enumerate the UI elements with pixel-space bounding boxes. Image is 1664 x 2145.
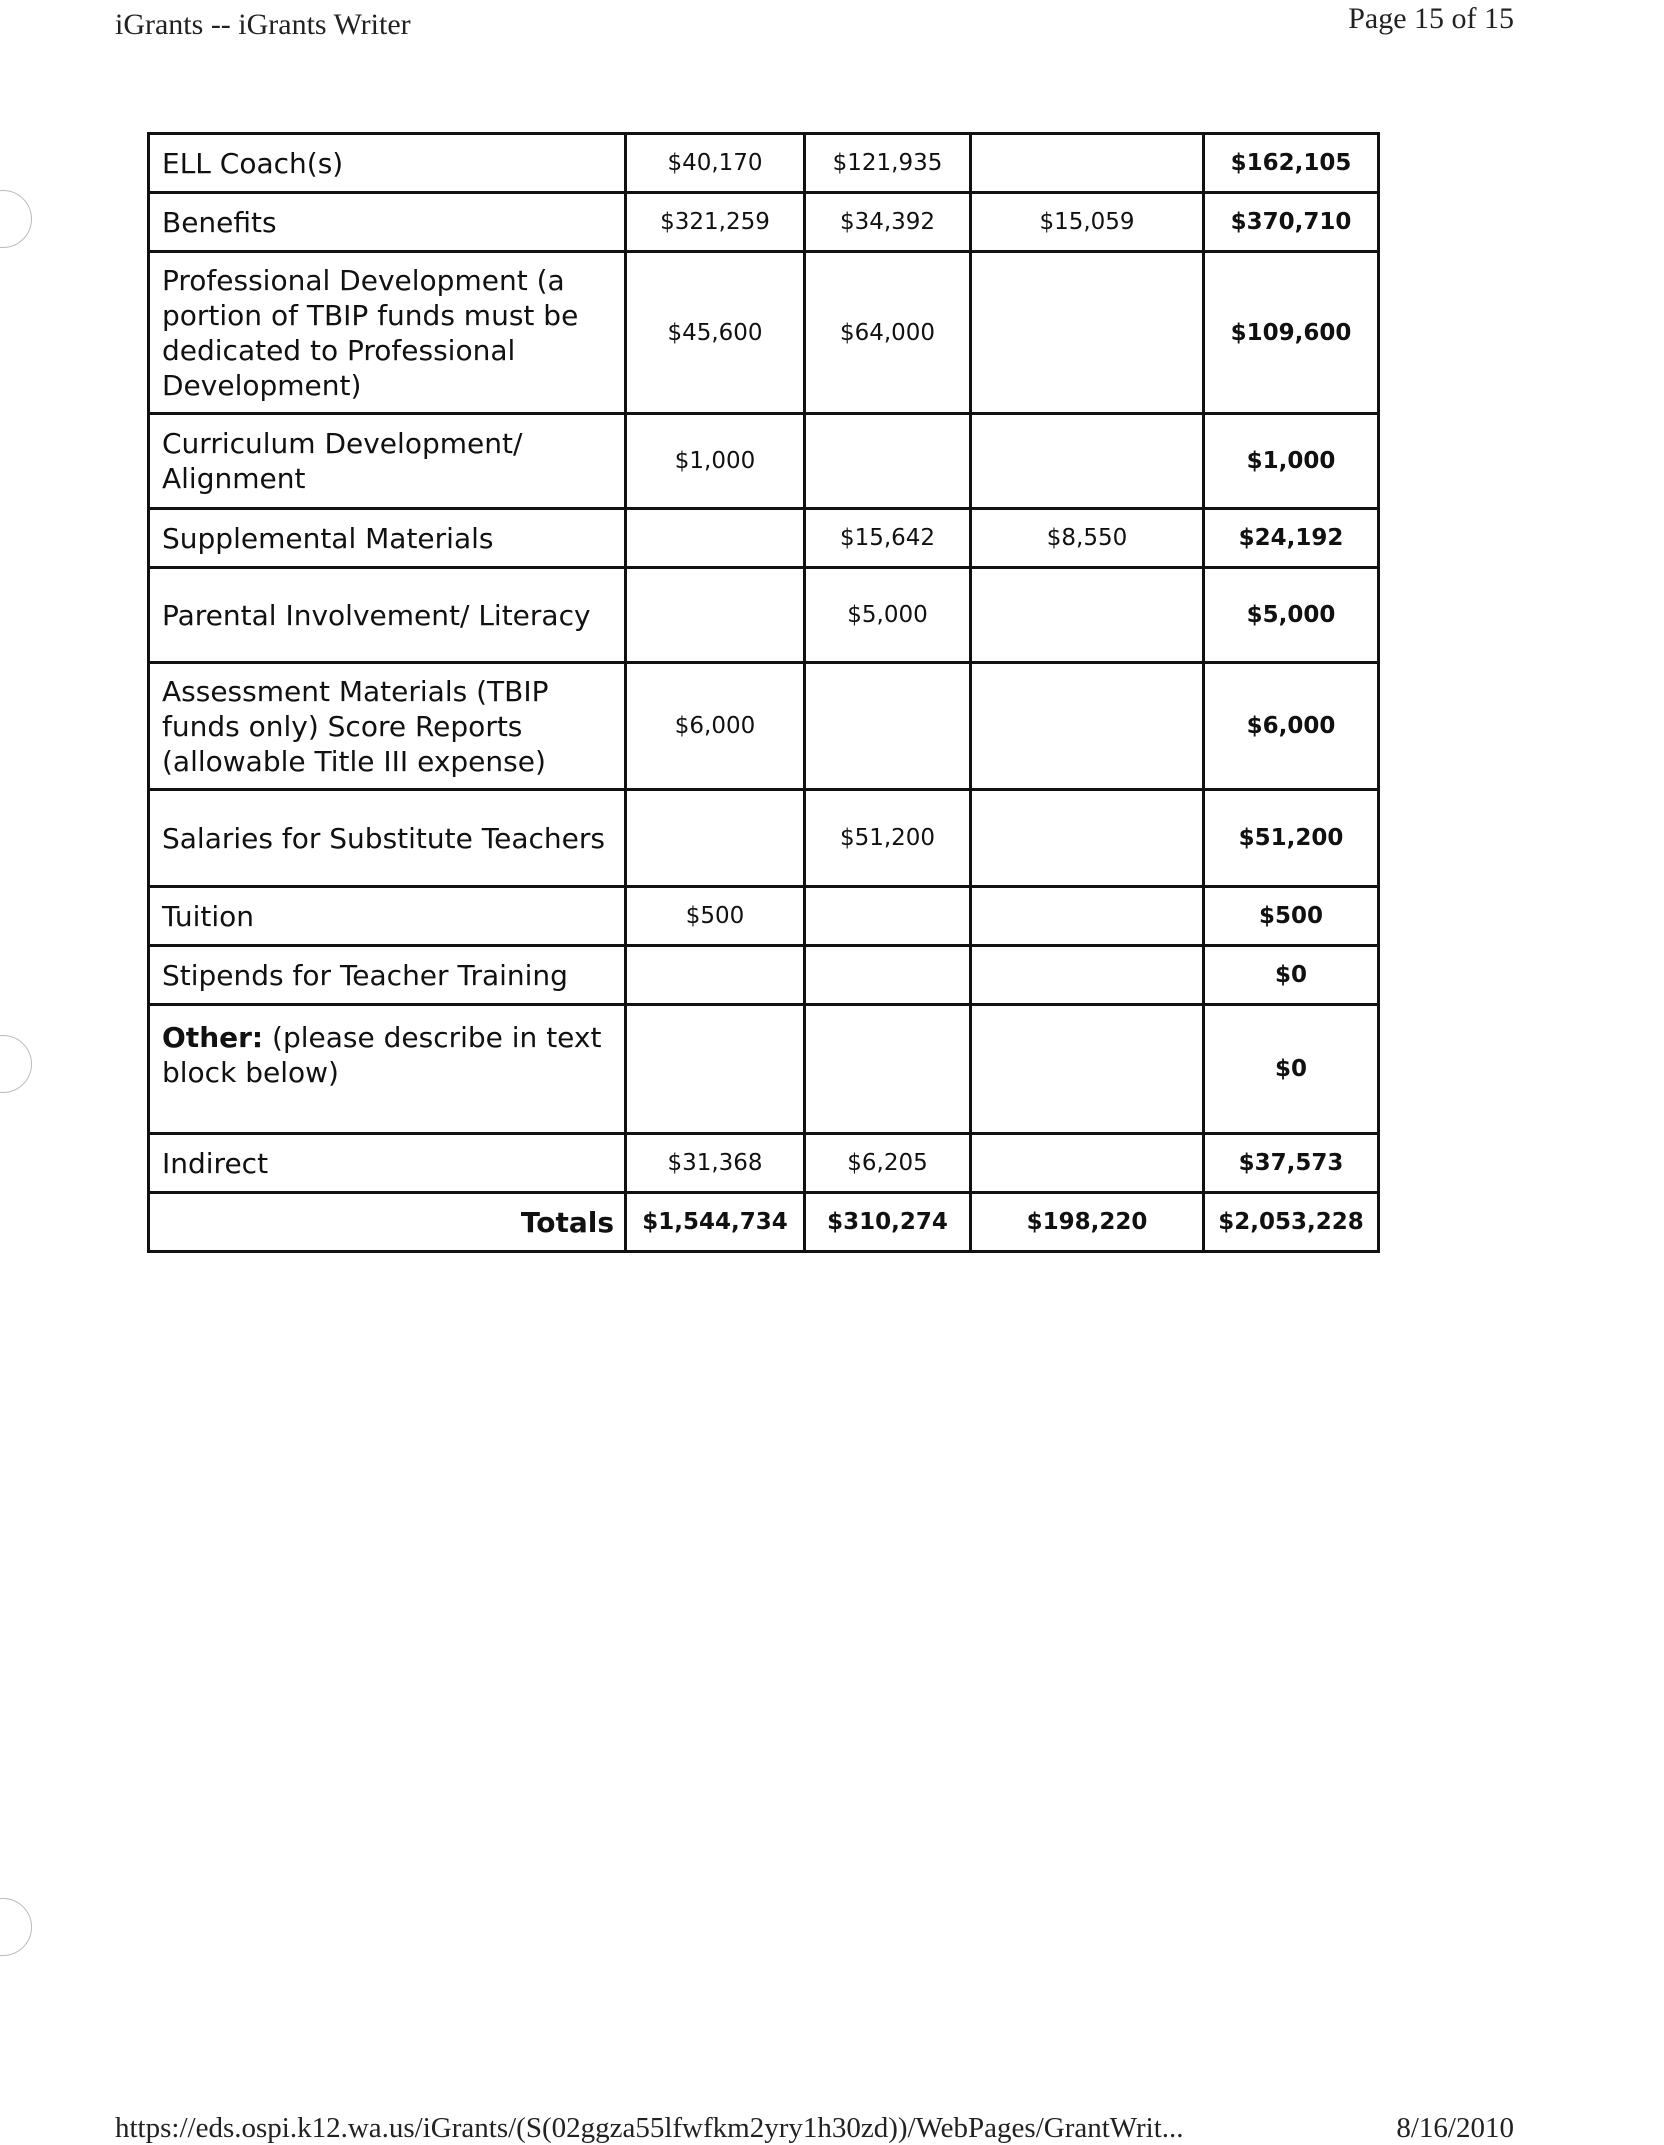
row-label: Professional Development (a portion of TBIP funds must be dedicated to Professional Development)	[149, 252, 626, 414]
row-label: Benefits	[149, 193, 626, 252]
budget-table-body	[149, 134, 1379, 1252]
row-total: $500	[1204, 887, 1379, 946]
row-total: $0	[1204, 1005, 1379, 1134]
row-total: $6,000	[1204, 663, 1379, 790]
cell-value: $64,000	[805, 252, 971, 414]
table-row	[149, 193, 1379, 252]
row-label-text: (please describe in text block below)	[162, 1021, 602, 1089]
cell-value	[971, 887, 1204, 946]
punch-hole	[0, 190, 32, 248]
row-label: Assessment Materials (TBIP funds only) Score Reports (allowable Title III expense)	[149, 663, 626, 790]
cell-value	[626, 946, 805, 1005]
page-number: Page 15 of 15	[1348, 2, 1514, 35]
cell-value	[805, 1005, 971, 1134]
cell-value	[971, 1005, 1204, 1134]
cell-value	[805, 946, 971, 1005]
punch-hole	[0, 1898, 32, 1956]
cell-value	[971, 252, 1204, 414]
table-row	[149, 414, 1379, 509]
row-label-bold: Other:	[162, 1021, 264, 1054]
row-total: $24,192	[1204, 509, 1379, 568]
cell-value: $34,392	[805, 193, 971, 252]
cell-value	[971, 1134, 1204, 1193]
table-row	[149, 509, 1379, 568]
table-row	[149, 1134, 1379, 1193]
table-row	[149, 887, 1379, 946]
table-row	[149, 1005, 1379, 1134]
cell-value: $6,000	[626, 663, 805, 790]
cell-value	[971, 414, 1204, 509]
table-row	[149, 134, 1379, 193]
budget-table	[147, 132, 1380, 1253]
row-total: $370,710	[1204, 193, 1379, 252]
row-total: $162,105	[1204, 134, 1379, 193]
cell-value	[626, 509, 805, 568]
cell-value: $51,200	[805, 790, 971, 887]
grand-total: $2,053,228	[1204, 1193, 1379, 1252]
cell-value	[971, 134, 1204, 193]
cell-value: $15,642	[805, 509, 971, 568]
row-total: $109,600	[1204, 252, 1379, 414]
row-label: Curriculum Development/ Alignment	[149, 414, 626, 509]
cell-value: $121,935	[805, 134, 971, 193]
punch-hole	[0, 1035, 32, 1093]
row-label: ELL Coach(s)	[149, 134, 626, 193]
totals-row	[149, 1193, 1379, 1252]
row-total: $5,000	[1204, 568, 1379, 663]
cell-value: $1,000	[626, 414, 805, 509]
cell-value	[805, 414, 971, 509]
cell-value: $45,600	[626, 252, 805, 414]
cell-value	[626, 568, 805, 663]
totals-label: Totals	[149, 1193, 626, 1252]
totals-value: $198,220	[971, 1193, 1204, 1252]
cell-value	[971, 568, 1204, 663]
row-label: Supplemental Materials	[149, 509, 626, 568]
row-total: $51,200	[1204, 790, 1379, 887]
row-total: $37,573	[1204, 1134, 1379, 1193]
cell-value: $500	[626, 887, 805, 946]
row-label: Indirect	[149, 1134, 626, 1193]
row-total: $1,000	[1204, 414, 1379, 509]
table-row	[149, 790, 1379, 887]
cell-value: $321,259	[626, 193, 805, 252]
totals-value: $310,274	[805, 1193, 971, 1252]
cell-value	[971, 663, 1204, 790]
cell-value	[626, 1005, 805, 1134]
cell-value	[805, 663, 971, 790]
cell-value: $8,550	[971, 509, 1204, 568]
row-label: Stipends for Teacher Training	[149, 946, 626, 1005]
row-label: Parental Involvement/ Literacy	[149, 568, 626, 663]
cell-value: $5,000	[805, 568, 971, 663]
row-label	[149, 1005, 626, 1134]
table-row	[149, 252, 1379, 414]
cell-value: $6,205	[805, 1134, 971, 1193]
cell-value: $40,170	[626, 134, 805, 193]
row-label: Tuition	[149, 887, 626, 946]
cell-value: $15,059	[971, 193, 1204, 252]
cell-value	[626, 790, 805, 887]
cell-value	[971, 946, 1204, 1005]
cell-value	[971, 790, 1204, 887]
table-row	[149, 946, 1379, 1005]
table-row	[149, 663, 1379, 790]
row-label: Salaries for Substitute Teachers	[149, 790, 626, 887]
footer-url: https://eds.ospi.k12.wa.us/iGrants/(S(02ggza55lfwfkm2yry1h30zd))/WebPages/GrantWrit...	[115, 2112, 1184, 2144]
footer-date: 8/16/2010	[1396, 2112, 1514, 2144]
table-row	[149, 568, 1379, 663]
cell-value: $31,368	[626, 1134, 805, 1193]
document-title: iGrants -- iGrants Writer	[115, 8, 411, 41]
cell-value	[805, 887, 971, 946]
totals-value: $1,544,734	[626, 1193, 805, 1252]
row-total: $0	[1204, 946, 1379, 1005]
